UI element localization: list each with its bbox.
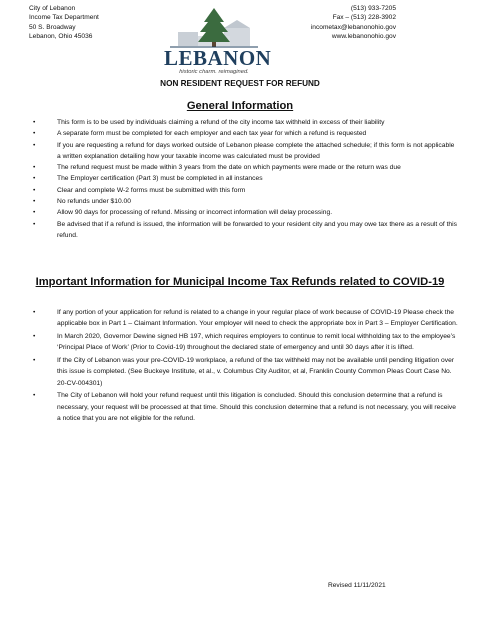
list-item xyxy=(30,185,458,196)
bullet-icon: • xyxy=(33,356,36,364)
list-item-text: Allow 90 days for processing of refund. Missing or incorrect information will delay processing. xyxy=(57,209,333,217)
logo-wordmark: LEBANON xyxy=(164,46,272,70)
document-title: NON RESIDENT REQUEST FOR REFUND xyxy=(160,79,320,88)
revision-date: Revised 11/11/2021 xyxy=(328,582,386,589)
city-state-zip: Lebanon, Ohio 45036 xyxy=(29,32,93,40)
list-item-text: No refunds under $10.00 xyxy=(57,198,131,206)
list-item-text: Be advised that if a refund is issued, the information will be forwarded to your resident city and you may owe tax there as a result of this refund. xyxy=(57,220,457,239)
list-item xyxy=(30,117,458,128)
bullet-icon: • xyxy=(33,164,36,172)
bullet-icon: • xyxy=(33,332,36,340)
city-address-block xyxy=(29,4,99,41)
city-name: City of Lebanon xyxy=(29,5,76,12)
list-item xyxy=(30,140,458,163)
general-information-list xyxy=(30,117,458,241)
bullet-icon: • xyxy=(33,119,36,126)
logo-skyline-graphic xyxy=(164,6,264,50)
list-item xyxy=(30,331,458,354)
list-item-text: In March 2020, Governor Dewine signed HB 197, which requires employers to continue to remit local withholding tax to the employee’s ‘Principal Place of Work’ (Prior to Covid-19) throughout the declared state of emergency and until 30 days after it is lifted. xyxy=(57,332,456,352)
list-item xyxy=(30,128,458,139)
email-address: incometax@lebanonohio.gov xyxy=(310,23,396,31)
street-address: 50 S. Broadway xyxy=(29,23,76,31)
bullet-icon: • xyxy=(33,309,36,316)
bullet-icon: • xyxy=(33,186,36,194)
list-item-text: Clear and complete W-2 forms must be submitted with this form xyxy=(57,186,246,194)
list-item xyxy=(30,173,458,184)
bullet-icon: • xyxy=(33,198,36,206)
covid-refund-heading: Important Information for Municipal Income Tax Refunds related to COVID-19 xyxy=(35,276,445,288)
list-item xyxy=(30,219,458,242)
contact-block xyxy=(311,4,396,41)
list-item-text: If any portion of your application for refund is related to a change in your regular place of work because of COVID-19 Please check the applicable box in Part 1 – Claimant Information. Your employer will need to check the appropriate box in Part 3 – Employer Certification. xyxy=(57,309,458,328)
covid-information-list xyxy=(30,307,458,426)
lebanon-logo xyxy=(164,6,272,80)
logo-tagline: historic charm. reimagined. xyxy=(179,69,249,75)
list-item-text: The Employer certification (Part 3) must be completed in all instances xyxy=(57,175,263,183)
list-item-text: A separate form must be completed for each employer and each tax year for which a refund is requested xyxy=(57,130,367,138)
department-name: Income Tax Department xyxy=(29,14,99,22)
list-item-text: The City of Lebanon will hold your refund request until this litigation is concluded. Should this conclusion determine that a refund is necessary, your request will be processed at that time. Should this conclusion determine that a refund is not necessary, you will receive a notice that you are not eligible for the refund. xyxy=(57,392,456,422)
list-item-text: The refund request must be made within 3 years from the date on which payments were made or the return was due xyxy=(57,164,401,172)
list-item xyxy=(30,307,458,330)
list-item xyxy=(30,196,458,207)
list-item-text: This form is to be used by individuals claiming a refund of the city income tax withheld in excess of their liability xyxy=(57,119,385,126)
general-information-heading: General Information xyxy=(186,100,294,112)
list-item xyxy=(30,355,458,389)
list-item-text: If you are requesting a refund for days worked outside of Lebanon please complete the attached schedule; if this form is not applicable a written explanation detailing how your taxable income was calculated must be provided xyxy=(57,141,455,160)
bullet-icon: • xyxy=(33,209,36,217)
bullet-icon: • xyxy=(33,220,36,228)
website-url: www.lebanonohio.gov xyxy=(331,32,396,40)
list-item xyxy=(30,390,458,424)
bullet-icon: • xyxy=(33,392,36,400)
phone-number: (513) 933-7205 xyxy=(350,5,396,12)
bullet-icon: • xyxy=(33,141,36,149)
list-item-text: If the City of Lebanon was your pre-COVID-19 workplace, a refund of the tax withheld may not be available until pending litigation over this issue is completed. (See Buckeye Institute, et al., v. Columbus City Auditor, et al, Franklin County Common Pleas Court Case No. 20-CV-004301) xyxy=(57,356,455,387)
list-item xyxy=(30,162,458,173)
list-item xyxy=(30,207,458,218)
fax-number: Fax – (513) 228-3902 xyxy=(332,14,396,22)
bullet-icon: • xyxy=(33,130,36,138)
bullet-icon: • xyxy=(33,175,36,183)
